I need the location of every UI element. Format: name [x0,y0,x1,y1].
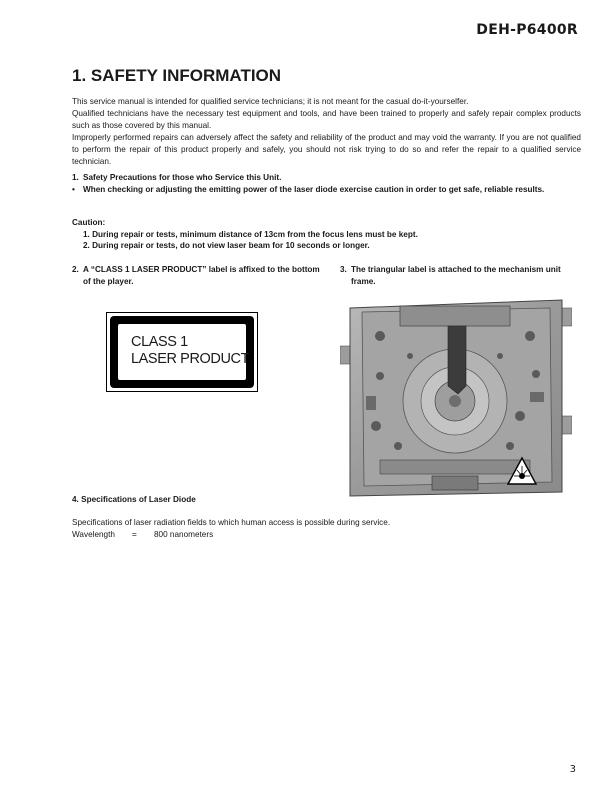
intro-paragraph: Improperly performed repairs can adversely affect the safety and reliability of the product and may void the warranty. If you are not qualified to perform the repair of this product properly and safely, you should not risk trying to do so and refer the repair to a qualified service technician. [72,133,581,166]
caution-block [72,217,572,252]
page-title: 1. SAFETY INFORMATION [72,66,282,85]
label-line: LASER PRODUCT [131,351,250,367]
section-heading: Safety Precautions for those who Service this Unit. [83,173,282,182]
class1-laser-label [106,312,258,392]
section-number: 1. [72,173,79,182]
section-text: A “CLASS 1 LASER PRODUCT” label is affixed to the bottom of the player. [83,265,320,286]
bullet-text: When checking or adjusting the emitting power of the laser diode exercise caution in order to get safe, reliable results. [83,184,545,194]
intro-paragraph: Qualified technicians have the necessary test equipment and tools, and have been trained to properly and safely repair complex products such as those covered by this manual. [72,109,581,130]
triangular-label-note [340,264,580,287]
page-number: 3 [569,764,576,775]
safety-precautions-section [72,172,572,195]
section-number: 3. [340,265,347,274]
label-line: CLASS 1 [131,334,188,350]
section-number: 2. [72,265,79,274]
spec-description: Specifications of laser radiation fields to which human access is possible during service. [72,518,391,527]
intro-text [72,96,581,168]
equals-sign: = [132,530,137,539]
intro-paragraph: This service manual is intended for qualified service technicians; it is not meant for the casual do-it-yourselfer. [72,97,469,106]
bullet: • [72,184,75,194]
caution-item: 1. During repair or tests, minimum distance of 13cm from the focus lens must be kept. [83,229,418,239]
caution-item: 2. During repair or tests, do not view laser beam for 10 seconds or longer. [83,241,370,250]
wavelength-value: 800 nanometers [154,530,214,539]
laser-diode-spec-heading: 4. Specifications of Laser Diode [72,495,196,504]
laser-diode-spec [72,517,390,541]
wavelength-label: Wavelength [72,530,115,539]
caution-label: Caution: [72,218,106,227]
section-text: The triangular label is attached to the mechanism unit frame. [351,265,561,286]
label-location-note [72,264,322,287]
model-number: DEH-P6400R [476,22,578,38]
mechanism-unit-illustration [340,296,572,500]
